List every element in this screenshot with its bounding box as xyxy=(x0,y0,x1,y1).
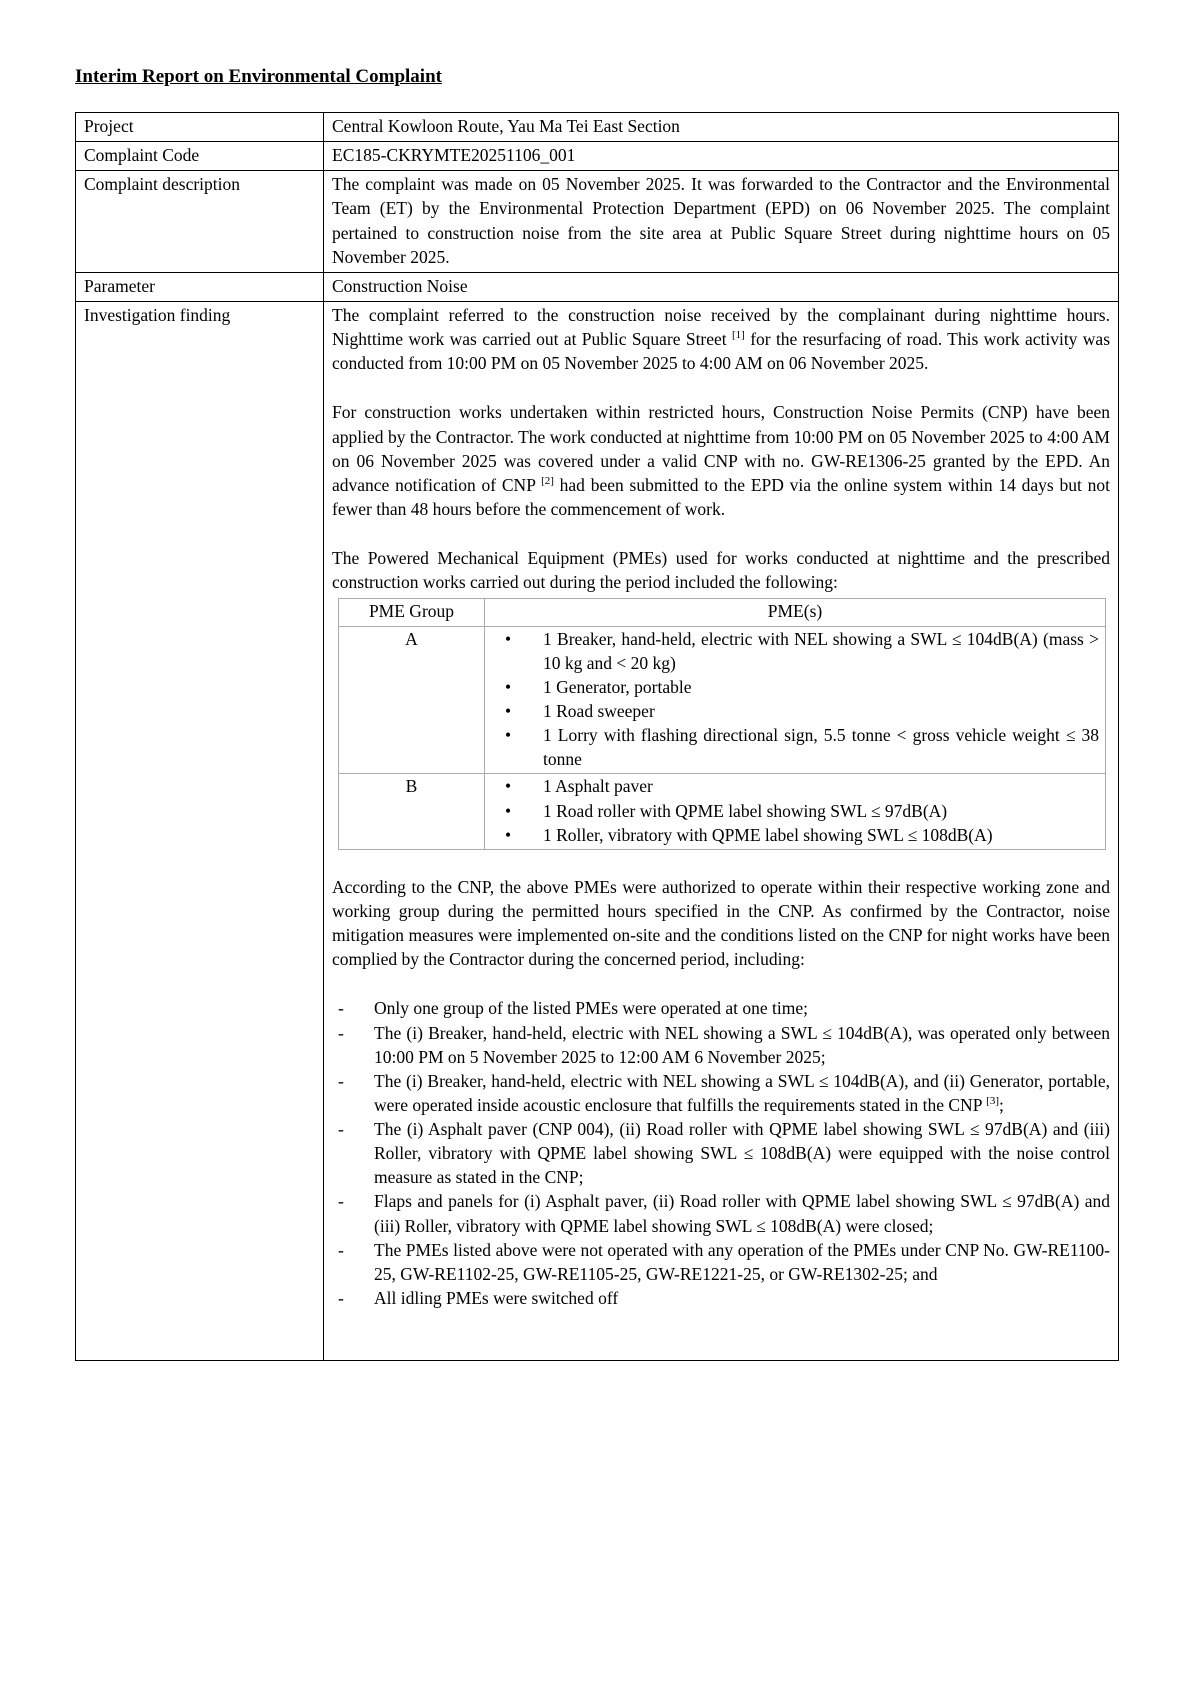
condition-text: The PMEs listed above were not operated with any operation of the PMEs under CNP No. GW-RE1100-25, GW-RE1102-25, GW-RE1105-25, GW-RE1221-25, or GW-RE1302-25; and xyxy=(374,1239,1110,1284)
table-row-complaint-description xyxy=(76,171,1119,273)
complaint-code-value: EC185-CKRYMTE20251106_001 xyxy=(324,142,1119,171)
project-value: Central Kowloon Route, Yau Ma Tei East Section xyxy=(324,113,1119,142)
investigation-finding-label: Investigation finding xyxy=(76,301,324,1360)
condition-item xyxy=(332,1021,1110,1069)
pme-group-b-name: B xyxy=(339,774,485,849)
condition-text-b: ; xyxy=(998,1094,1004,1115)
complaint-code-label: Complaint Code xyxy=(76,142,324,171)
pme-item xyxy=(491,627,1099,675)
condition-text: All idling PMEs were switched off xyxy=(374,1288,619,1309)
bullet-icon: • xyxy=(505,800,512,821)
bullet-icon: • xyxy=(505,725,512,746)
table-row-project xyxy=(76,113,1119,142)
pme-item xyxy=(491,823,1099,847)
report-table xyxy=(75,112,1119,1361)
condition-text: Only one group of the listed PMEs were operated at one time; xyxy=(374,998,808,1019)
pme-item-text: 1 Roller, vibratory with QPME label showing SWL ≤ 108dB(A) xyxy=(543,824,993,845)
bullet-icon: • xyxy=(505,676,512,697)
finding-paragraph-2 xyxy=(332,400,1110,521)
finding-paragraph-1 xyxy=(332,303,1110,375)
pmes-header: PME(s) xyxy=(485,599,1106,626)
dash-marker: - xyxy=(338,1191,344,1212)
dash-marker: - xyxy=(338,1119,344,1140)
pme-item xyxy=(491,774,1099,798)
dash-marker: - xyxy=(338,1022,344,1043)
condition-text-a: The (i) Breaker, hand-held, electric with NEL showing a SWL ≤ 104dB(A), and (ii) Generator, portable, were operated inside acoustic enclosure that fulfills the requirements stated in the CNP xyxy=(374,1070,1110,1115)
pme-group-b-items xyxy=(485,774,1106,849)
bullet-icon: • xyxy=(505,824,512,845)
complaint-description-value: The complaint was made on 05 November 2025. It was forwarded to the Contractor and the Environmental Team (ET) by the Environmental Protection Department (EPD) on 06 November 2025. The complaint pertained to construction noise from the site area at Public Square Street during nighttime hours on 05 November 2025. xyxy=(324,171,1119,273)
table-row-parameter xyxy=(76,272,1119,301)
pme-item xyxy=(491,723,1099,771)
pme-item-text: 1 Lorry with flashing directional sign, 5.5 tonne < gross vehicle weight ≤ 38 tonne xyxy=(543,725,1099,770)
table-row-investigation-finding xyxy=(76,301,1119,1360)
condition-item xyxy=(332,996,1110,1020)
footnote-ref-2: [2] xyxy=(541,475,554,487)
condition-item xyxy=(332,1286,1110,1310)
finding-p1-text-a: The complaint referred to the construction noise received by the complainant during nighttime hours. Nighttime work was carried out at Public Square Street xyxy=(332,304,1110,350)
finding-p1-text-b: for the resurfacing of road. This work activity was conducted from 10:00 PM on 05 November 2025 to 4:00 AM on 06 November 2025. xyxy=(332,329,1110,374)
bullet-icon: • xyxy=(505,776,512,797)
pme-item xyxy=(491,699,1099,723)
pme-item-text: 1 Breaker, hand-held, electric with NEL showing a SWL ≤ 104dB(A) (mass > 10 kg and < 20 kg) xyxy=(543,628,1099,673)
finding-paragraph-4: According to the CNP, the above PMEs were authorized to operate within their respective working zone and working group during the permitted hours specified in the CNP. As confirmed by the Contractor, noise mitigation measures were implemented on-site and the conditions listed on the CNP for night works have been complied by the Contractor during the concerned period, including: xyxy=(332,876,1110,970)
pme-group-a-items xyxy=(485,626,1106,774)
pme-item xyxy=(491,799,1099,823)
pme-group-row-a xyxy=(339,626,1106,774)
finding-p2-text-b: had been submitted to the EPD via the online system within 14 days but not fewer than 48 hours before the commencement of work. xyxy=(332,474,1110,519)
pme-group-header: PME Group xyxy=(339,599,485,626)
parameter-value: Construction Noise xyxy=(324,272,1119,301)
project-label: Project xyxy=(76,113,324,142)
table-row-complaint-code xyxy=(76,142,1119,171)
pme-item-text: 1 Road sweeper xyxy=(543,700,655,721)
dash-marker: - xyxy=(338,1070,344,1091)
footnote-ref-1: [1] xyxy=(732,329,745,342)
condition-item xyxy=(332,1117,1110,1189)
investigation-finding-cell xyxy=(324,301,1119,1360)
pme-item-text: 1 Asphalt paver xyxy=(543,776,653,797)
finding-paragraph-3: The Powered Mechanical Equipment (PMEs) used for works conducted at nighttime and the prescribed construction works carried out during the period included the following: xyxy=(332,548,1110,593)
condition-text: The (i) Asphalt paver (CNP 004), (ii) Road roller with QPME label showing SWL ≤ 97dB(A) and (iii) Roller, vibratory with QPME label showing SWL ≤ 108dB(A) were equipped with the noise control measure as stated in the CNP; xyxy=(374,1119,1110,1188)
page-title: Interim Report on Environmental Complaint xyxy=(75,66,442,87)
finding-p2-text-a: For construction works undertaken within restricted hours, Construction Noise Permits (CNP) have been applied by the Contractor. The work conducted at nighttime from 10:00 PM on 05 November 2025 to 4:00 AM on 06 November 2025 was covered under a valid CNP with no. GW-RE1306-25 granted by the EPD. An advance notification of CNP xyxy=(332,402,1110,495)
footnote-ref-3: [3] xyxy=(986,1095,999,1108)
pme-group-a-name: A xyxy=(339,626,485,774)
dash-marker: - xyxy=(338,1288,344,1309)
complaint-description-label: Complaint description xyxy=(76,171,324,273)
pme-header-row xyxy=(339,599,1106,626)
pme-table xyxy=(338,598,1106,849)
pme-item-text: 1 Road roller with QPME label showing SWL ≤ 97dB(A) xyxy=(543,800,948,821)
parameter-label: Parameter xyxy=(76,272,324,301)
dash-marker: - xyxy=(338,998,344,1019)
bullet-icon: • xyxy=(505,700,512,721)
pme-group-row-b xyxy=(339,774,1106,849)
condition-item xyxy=(332,1189,1110,1237)
dash-marker: - xyxy=(338,1239,344,1260)
condition-text: Flaps and panels for (i) Asphalt paver, (ii) Road roller with QPME label showing SWL ≤ 97dB(A) and (iii) Roller, vibratory with QPME label showing SWL ≤ 108dB(A) were closed; xyxy=(374,1191,1110,1236)
condition-text: The (i) Breaker, hand-held, electric with NEL showing a SWL ≤ 104dB(A), was operated only between 10:00 PM on 5 November 2025 to 12:00 AM 6 November 2025; xyxy=(374,1022,1110,1067)
pme-item-text: 1 Generator, portable xyxy=(543,676,692,697)
condition-item xyxy=(332,1069,1110,1117)
bullet-icon: • xyxy=(505,628,512,649)
pme-item xyxy=(491,675,1099,699)
condition-item xyxy=(332,1238,1110,1286)
conditions-list xyxy=(332,996,1110,1310)
